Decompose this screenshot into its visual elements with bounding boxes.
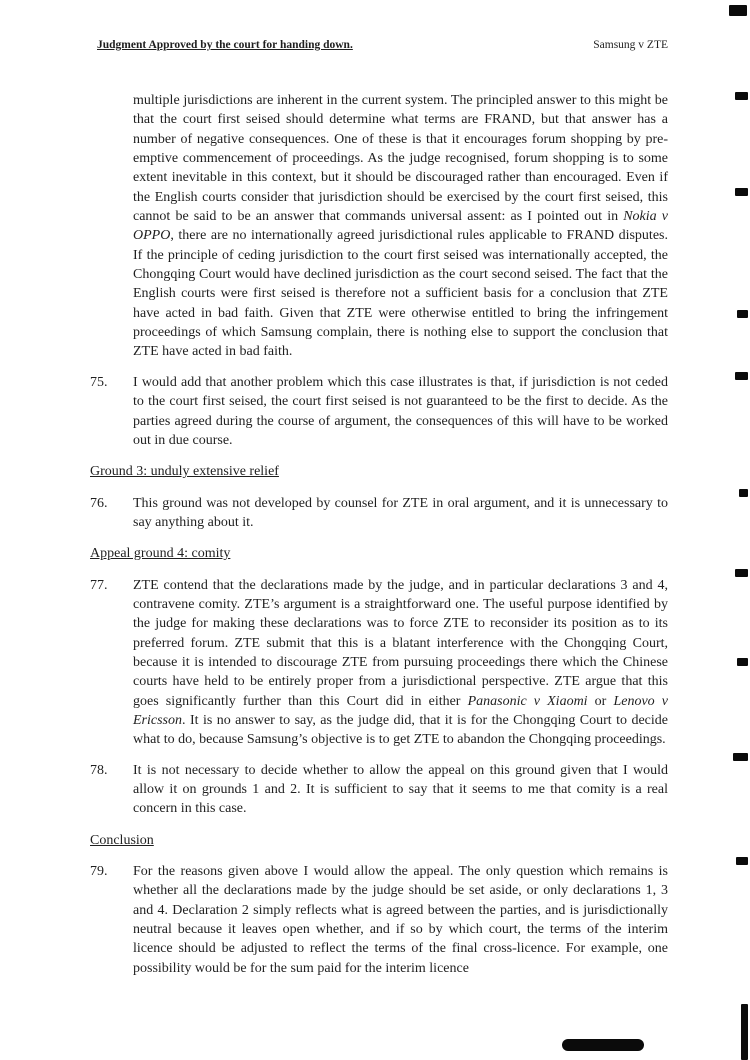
paragraph [90, 862, 668, 978]
paragraph-text [133, 576, 668, 750]
scan-artifact-mark [562, 1039, 644, 1051]
scan-artifact-mark [733, 753, 748, 761]
paragraph-number: 75. [90, 374, 108, 390]
paragraph-number: 77. [90, 577, 108, 593]
text-run: , there are no internationally agreed jurisdictional rules applicable to FRAND disputes. If the principle of ceding jurisdiction to the court first seised was internationally accepted, the Chongqing Court would have declined jurisdiction as the court second seised. The fact that the English courts were first seised is therefore not a sufficient basis for a conclusion that ZTE have acted in bad faith. Given that ZTE were otherwise entitled to bring the infringement proceedings of which Samsung complain, there is nothing else to support the conclusion that ZTE have acted in bad faith. [133, 228, 668, 360]
paragraph-text [133, 761, 668, 819]
paragraph [90, 761, 668, 819]
scan-artifact-mark [737, 658, 748, 666]
case-citation: Panasonic v Xiaomi [467, 693, 588, 709]
scan-artifact-mark [735, 92, 748, 100]
paragraph-number: 76. [90, 495, 108, 511]
paragraph-number: 78. [90, 762, 108, 778]
paragraph-text [133, 494, 668, 533]
section-heading: Conclusion [90, 832, 154, 848]
case-citation: Nokia v OPPO [133, 209, 668, 244]
scan-artifact-mark [739, 489, 748, 497]
header-approval-notice: Judgment Approved by the court for handing down. [97, 39, 353, 51]
scan-artifact-mark [729, 5, 747, 16]
text-run: It is not necessary to decide whether to allow the appeal on this ground given that I would allow it on grounds 1 and 2. It is sufficient to say that it seems to me that comity is a real concern in this case. [133, 762, 668, 817]
running-header [97, 39, 668, 51]
case-citation: Lenovo v Ericsson [133, 693, 669, 728]
section-heading: Ground 3: unduly extensive relief [90, 464, 279, 480]
text-run: ZTE contend that the declarations made by the judge, and in particular declarations 3 and 4, contravene comity. ZTE’s argument is a straightforward one. The useful purpose identified by the judge for making these declarations was to force ZTE to reconsider its position as to its preferred forum. ZTE submit that this is a blatant interference with the Chongqing Court, because it is intended to discourage ZTE from pursuing proceedings there which the Chinese courts have held to be entirely proper from a jurisdictional perspective. ZTE argue that this goes significantly further than this Court did in either [133, 577, 668, 709]
scan-artifact-mark [735, 188, 748, 196]
scan-artifact-mark [737, 310, 748, 318]
scan-artifact-mark [736, 857, 748, 865]
scan-artifact-mark [741, 1004, 748, 1060]
text-run: For the reasons given above I would allow the appeal. The only question which remains is whether all the declarations made by the judge should be set aside, or only declarations 1, 3 and 4. Declaration 2 simply reflects what is agreed between the parties, and is jurisdictionally neutral because it leaves open whether, and if so by which court, the terms of the interim licence should be adjusted to reflect the terms of the final cross-licence. For example, one possibility would be for the sum paid for the interim licence [133, 864, 668, 976]
text-run: This ground was not developed by counsel for ZTE in oral argument, and it is unnecessary to say anything about it. [133, 495, 668, 530]
document-body [90, 91, 668, 989]
text-run: . It is no answer to say, as the judge did, that it is for the Chongqing Court to decide what to do, because Samsung’s objective is to get ZTE to abandon the Chongqing proceedings. [133, 712, 668, 748]
paragraph [90, 91, 668, 362]
paragraph-text [133, 91, 668, 362]
paragraph-number: 79. [90, 864, 108, 880]
text-run: multiple jurisdictions are inherent in the current system. The principled answer to this might be that the court first seised should determine what terms are FRAND, but that answer has a number of negative consequences. One of these is that it encourages forum shopping by pre-emptive commencement of proceedings. As the judge recognised, forum shopping is to some extent inevitable in this context, but it should be discouraged rather than encouraged. Even if the English courts consider that jurisdiction should be exercised by the court first seised, this cannot be said to be an answer that commands universal assent: as I pointed out in [133, 93, 668, 225]
scan-artifact-mark [735, 569, 748, 577]
scan-artifact-mark [735, 372, 748, 380]
text-run: or [587, 693, 614, 709]
text-run: I would add that another problem which this case illustrates is that, if jurisdiction is not ceded to the court first seised, the court first seised is not guaranteed to be the first to decide. As the parties agreed during the course of argument, the consequences of this will have to be worked out in due course. [133, 374, 668, 448]
paragraph [90, 494, 668, 533]
paragraph-text [133, 862, 668, 978]
paragraph [90, 576, 668, 750]
section-heading: Appeal ground 4: comity [90, 546, 231, 562]
paragraph [90, 373, 668, 450]
paragraph-number [90, 91, 133, 362]
header-case-name: Samsung v ZTE [593, 39, 668, 51]
paragraph-text [133, 373, 668, 450]
